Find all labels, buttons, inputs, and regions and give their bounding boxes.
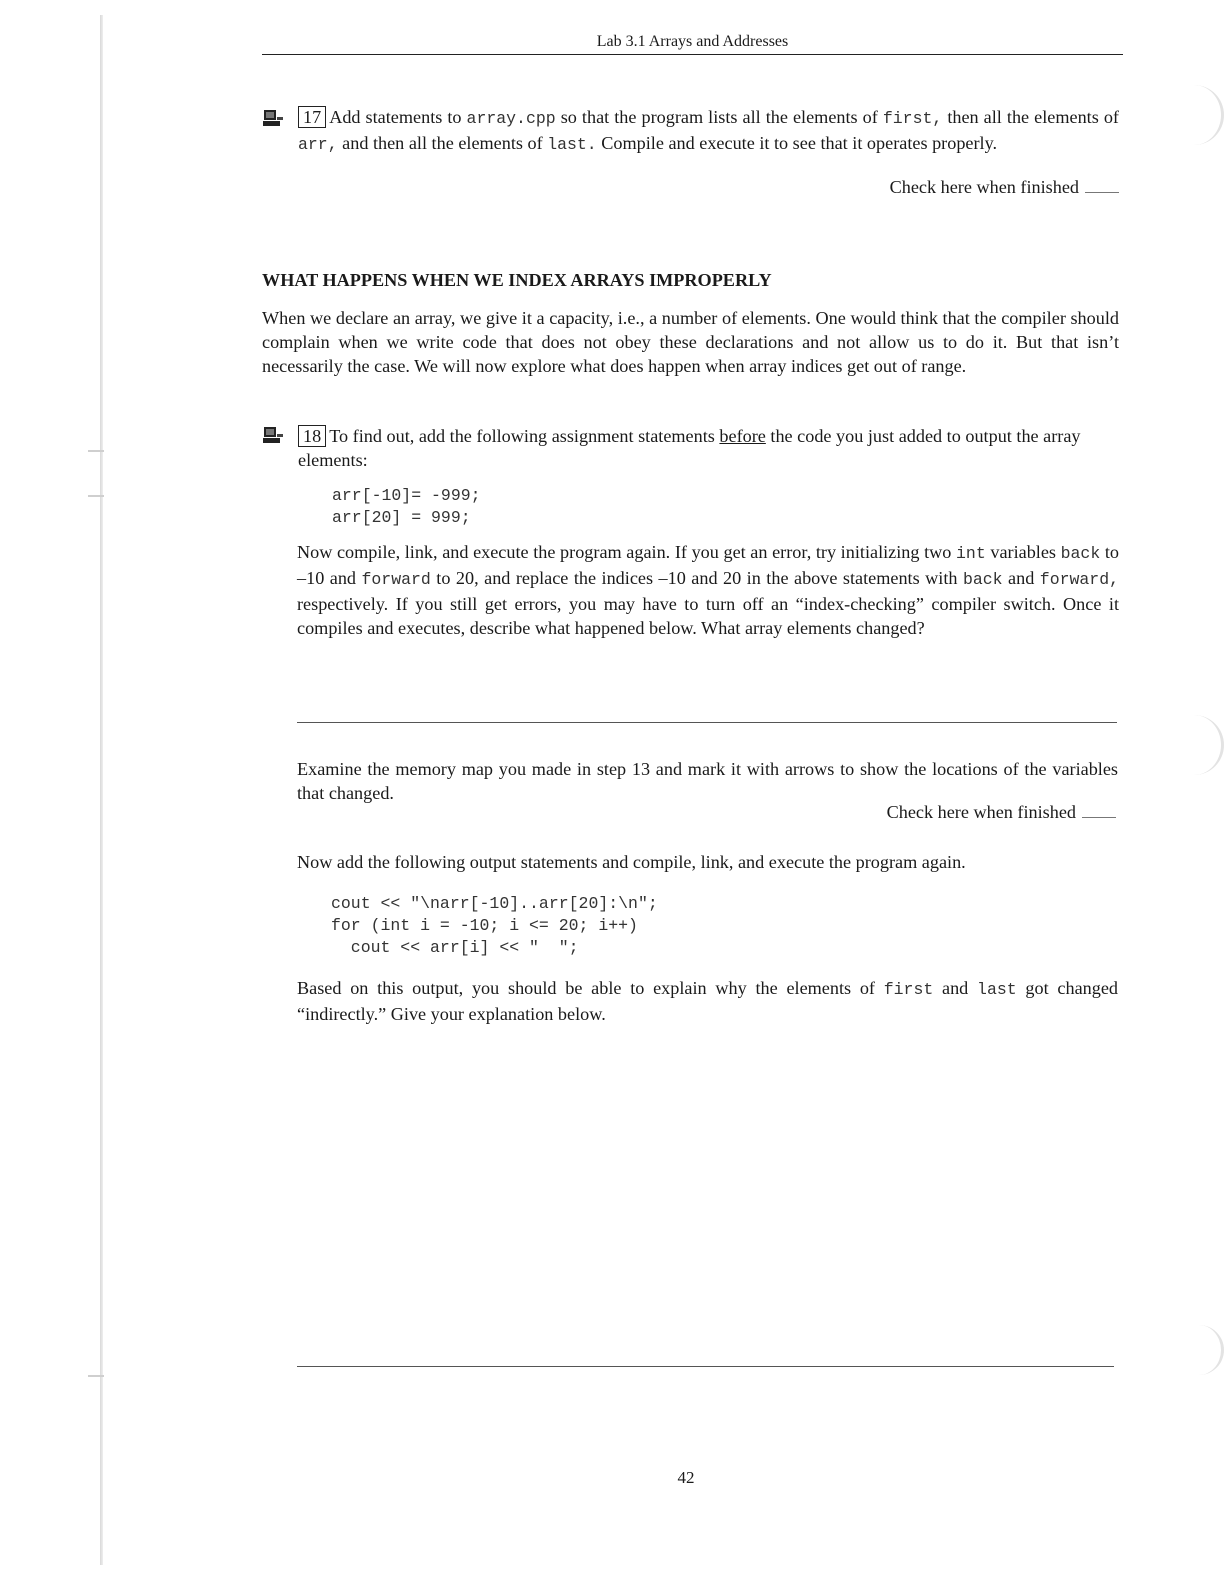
code-block-assignments: arr[-10]= -999; arr[20] = 999; [332,486,481,527]
explain-paragraph: Based on this output, you should be able to explain why the elements of first and last got changed “indirectly.” Give your explanation below. [297,978,1118,1024]
step-17-text: 17 Add statements to array.cpp so that the program lists all the elements of first, then all the elements of arr, and then all the elements of last. Compile and execute it to see that it operates properly. [298,107,1119,154]
compile-paragraph: Now compile, link, and execute the program again. If you get an error, try initializing two int variables back to –10 and forward to 20, and replace the indices –10 and 20 in the above statements with back and forward, respectively. If you still get errors, you may have to turn off an “index-checking” compiler switch. Once it compiles and executes, describe what happened below. What array elements changed? [297,542,1120,638]
output-intro: Now add the following output statements and compile, link, and execute the program again. [297,852,966,872]
scan-edge [100,15,103,1565]
scan-mark [88,495,104,497]
scan-mark [88,450,104,452]
scan-mark [88,1375,104,1377]
check-when-finished: Check here when finished [700,802,1116,823]
answer-line[interactable] [297,722,1117,723]
answer-line[interactable] [297,1366,1114,1367]
computer-icon [263,109,285,127]
examine-paragraph: Examine the memory map you made in step 13 and mark it with arrows to show the locations of the variables that changed. [297,759,1118,803]
page-header: Lab 3.1 Arrays and Addresses [262,33,1123,55]
step-18-text: 18 To find out, add the following assignment statements before the code you just added to output the array elements: [298,426,1081,470]
computer-icon [263,426,285,444]
step-number: 17 [298,106,326,128]
code-block-output: cout << "\narr[-10]..arr[20]:\n"; for (int i = -10; i <= 20; i++) cout << arr[i] << " "; [331,894,658,957]
check-when-finished: Check here when finished [700,177,1119,198]
scan-blot [1181,1325,1224,1375]
section-heading: WHAT HAPPENS WHEN WE INDEX ARRAYS IMPROPERLY [262,270,772,290]
check-blank[interactable] [1082,803,1116,818]
check-blank[interactable] [1085,178,1119,193]
intro-paragraph: When we declare an array, we give it a capacity, i.e., a number of elements. One would think that the compiler should complain when we write code that does not obey these declarations and not allow us to do it. But that isn’t necessarily the case. We will now explore what does happen when array indices get out of range. [262,308,1119,376]
step-number: 18 [298,425,326,447]
scan-blot [1181,715,1224,775]
page-number: 42 [677,1468,695,1487]
scan-blot [1181,85,1224,145]
